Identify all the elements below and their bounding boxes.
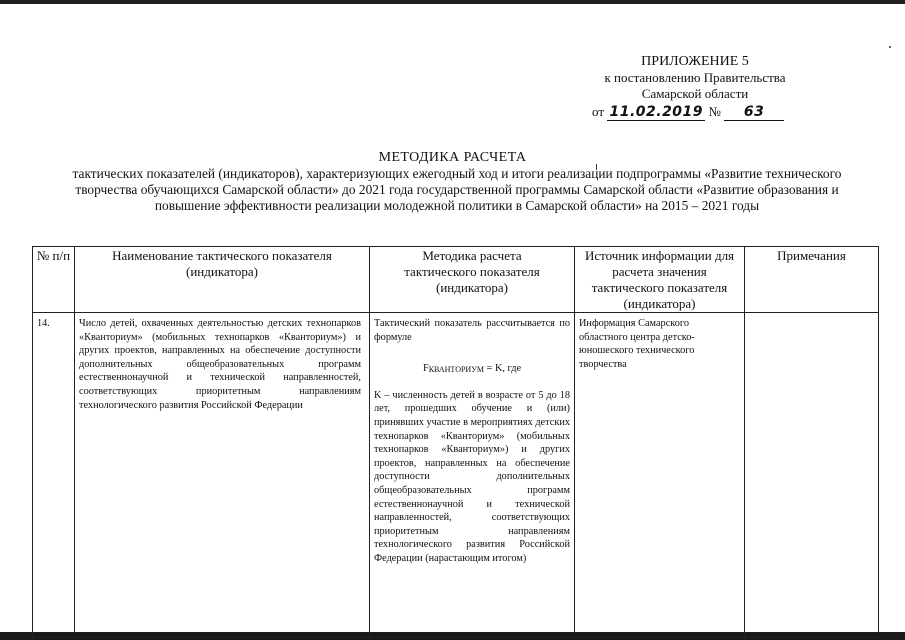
indicator-table <box>32 246 879 638</box>
resolution-date-number <box>592 104 784 121</box>
calculation-method <box>370 313 575 638</box>
handwritten-number: 63 <box>743 104 765 120</box>
document-subtitle: тактических показателей (индикаторов), характеризующих ежегодный ход и итоги реализации подпрограммы «Развитие технического творчества обучающихся Самарской области» до 2021 года государственной программы Самарской области «Развитие образования и повышение эффективности реализации молодежной политики в Самарской области» на 2015 – 2021 годы <box>72 166 842 213</box>
indicator-name: Число детей, охваченных деятельностью детских технопарков «Кванториум» (мобильных технопарков «Кванториум») и других проектов, направленных на обеспечение доступности дополнительных общеобразовательных программ естественнонаучной и технической направленностей, соответствующих приоритетным направлениям технологического развития Российской Федерации <box>75 313 370 638</box>
appendix-line-2: Самарской области <box>641 86 749 101</box>
appendix-title: ПРИЛОЖЕНИЕ 5 <box>641 54 749 69</box>
row-number: 14. <box>33 313 75 638</box>
handwritten-date: 11.02.2019 <box>609 104 704 120</box>
appendix-line-1: к постановлению Правительства <box>604 70 786 85</box>
table-header-row <box>33 247 879 313</box>
scan-speck <box>889 46 891 48</box>
scan-top-edge <box>0 0 905 4</box>
method-definitions: K – численность детей в возрасте от 5 до 18 лет, прошедших обучение и (или) принявших участие в мероприятиях детских технопарков «Кванториум» (мобильных технопарков «Кванториум») и других проектов, направленных на обеспечение доступности дополнительных общеобразовательных программ естественнонаучной и технической направленностей, соответствующих приоритетным направлениям технологического развития Российской Федерации (нарастающим итогом) <box>374 389 570 564</box>
notes-cell <box>745 313 879 638</box>
header-num: № п/п <box>33 247 75 313</box>
formula-rhs: = K, где <box>483 363 522 375</box>
date-prefix: от <box>592 104 605 119</box>
appendix-block <box>560 54 830 102</box>
document-title: МЕТОДИКА РАСЧЕТА <box>378 150 527 165</box>
header-name: Наименование тактического показателя (индикатора) <box>75 247 370 313</box>
header-method: Методика расчета тактического показателя (индикатора) <box>370 247 575 313</box>
table-row <box>33 313 879 638</box>
method-intro: Тактический показатель рассчитывается по формуле <box>374 318 570 343</box>
formula <box>374 362 570 377</box>
formula-lhs: F <box>422 363 429 375</box>
number-prefix: № <box>708 104 721 119</box>
formula-subscript: КВАНТОРИУМ <box>428 365 484 375</box>
header-notes: Примечания <box>745 247 879 313</box>
information-source: Информация Самарского областного центра детско-юношеского технического творчества <box>575 313 745 638</box>
header-source: Источник информации для расчета значения тактического показателя (индикатора) <box>575 247 745 313</box>
